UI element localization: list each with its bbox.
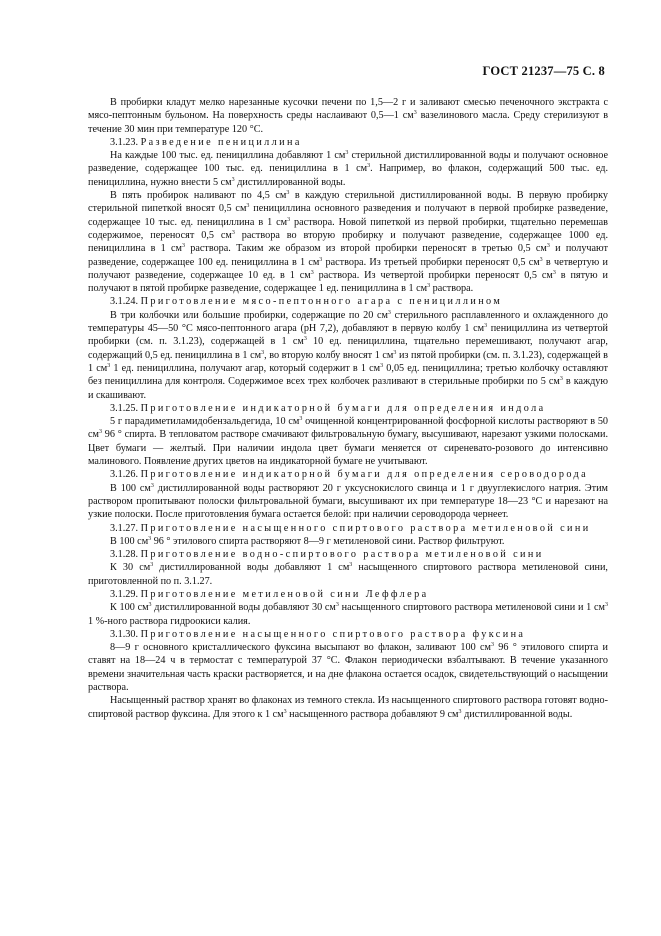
section-heading <box>88 136 608 149</box>
section-heading <box>88 628 608 641</box>
section-title: Разведение пенициллина <box>140 136 302 148</box>
section-number: 3.1.27. <box>110 522 139 534</box>
section-number: 3.1.30. <box>110 628 139 640</box>
section-number: 3.1.25. <box>110 402 139 414</box>
section-number: 3.1.28. <box>110 549 139 561</box>
paragraph: Насыщенный раствор хранят во флаконах из темного стекла. Из насыщенного спиртового раствора готовят водно-спиртовой раствор фуксина. Для этого к 1 $см^3$ насыщенного раствора добавляют 9 $см^3$ дистиллированной воды. <box>88 695 608 720</box>
section-title: Приготовление индикаторной бумаги для определения индола <box>140 402 546 414</box>
document-body <box>88 96 608 721</box>
page-header: ГОСТ 21237—75 С. 8 <box>482 64 605 78</box>
section-heading <box>88 588 608 601</box>
section-title: Приготовление индикаторной бумаги для определения сероводорода <box>140 469 589 481</box>
section-number: 3.1.26. <box>110 469 139 481</box>
paragraph: В 100 $см^3$ дистиллированной воды растворяют 20 г уксуснокислого свинца и 1 г двууглекислого натрия. Этим раствором пропитывают полоски фильтровальной бумаги, высушивают их при температуре 18—23 °С и нарезают на узкие полоски. После приготовления бумага остается белой: при наличии сероводорода чернеет. <box>88 482 608 521</box>
section-title: Приготовление мясо-пептонного агара с пенициллином <box>140 296 503 308</box>
section-heading <box>88 522 608 535</box>
section-heading <box>88 402 608 415</box>
section-heading <box>88 468 608 481</box>
section-number: 3.1.23. <box>110 136 139 148</box>
section-number: 3.1.29. <box>110 588 139 600</box>
paragraph: 8—9 г основного кристаллического фуксина высыпают во флакон, заливают 100 $см^3$ 96 ° этилового спирта и ставят на 18—24 ч в термостат с температурой 37 °С. Флакон периодически взбалтывают. В течение указанного времени значительная часть краски растворяется, и на дне флакона остается осадок, свидетельствующий о насыщении раствора. <box>88 642 608 694</box>
section-heading <box>88 295 608 308</box>
paragraph: 5 г парадиметиламидобензальдегида, 10 $см^3$ очищенной концентрированной фосфорной кислоты растворяют в 50 $см^3$ 96 ° спирта. В тепловатом растворе смачивают фильтровальную бумагу, высушивают, нарезают узкими полосками. Цвет бумаги — желтый. При наличии индола цвет бумаги меняется от сиреневато-розового до интенсивно малинового. Появление других цветов на индикаторной бумаге не учитывают. <box>88 416 609 468</box>
paragraph: К 30 $см^3$ дистиллированной воды добавляют 1 $см^3$ насыщенного спиртового раствора метиленовой сини, приготовленной по п. 3.1.27. <box>88 562 608 587</box>
paragraph: К 100 $см^3$ дистиллированной воды добавляют 30 $см^3$ насыщенного спиртового раствора метиленовой сини и 1 $см^3$ 1 %-ного раствора гидроокиси калия. <box>88 602 608 627</box>
section-title: Приготовление насыщенного спиртового раствора метиленовой сини <box>140 522 591 534</box>
paragraph: В пробирки кладут мелко нарезанные кусочки печени по 1,5—2 г и заливают смесью печеночного экстракта с мясо-пептонным бульоном. На поверхность среды наслаивают 0,5—1 $см^3$ вазелинового масла. Среду стерилизуют в течение 30 мин при температуре 120 °С. <box>88 97 609 135</box>
paragraph: В три колбочки или большие пробирки, содержащие по 20 $см^3$ стерильного расплавленного и охлажденного до температуры 45—50 °С мясо-пептонного агара (рН 7,2), добавляют в первую колбу 1 $см^3$ пенициллина из четвертой пробирки (см. п. 3.1.23), содержащей в 1 $см^3$ 10 ед. пенициллина, тщательно перемешивают, получают агар, содержащий 0,5 ед. пенициллина в 1 $см^3$, во вторую колбу вносят 1 $см^3$ из пятой пробирки (см. п. 3.1.23), содержащей в 1 $см^3$ 1 ед. пенициллина, получают агар, который содержит в 1 $см^3$ 0,05 ед. пенициллина; третью колбочку оставляют без пенициллина для контроля. Содержимое всех трех колбочек разливают в стерильные пробирки по 5 $см^3$ в каждую и скашивают. <box>88 309 609 401</box>
section-title: Приготовление метиленовой сини Леффлера <box>140 588 429 600</box>
section-heading <box>88 548 608 561</box>
paragraph: В 100 $см^3$ 96 ° этилового спирта растворяют 8—9 г метиленовой сини. Раствор фильтруют. <box>110 535 505 547</box>
section-number: 3.1.24. <box>110 296 139 308</box>
section-title: Приготовление насыщенного спиртового раствора фуксина <box>140 628 526 640</box>
paragraph: На каждые 100 тыс. ед. пенициллина добавляют 1 $см^3$ стерильной дистиллированной воды и получают основное разведение, содержащее 100 тыс. ед. пенициллина в 1 $см^3$. Например, во флакон, содержащий 500 тыс. ед. пенициллина, нужно внести 5 $см^3$ дистиллированной воды. <box>88 150 608 188</box>
section-title: Приготовление водно-спиртового раствора метиленовой сини <box>140 549 544 561</box>
paragraph: В пять пробирок наливают по 4,5 $см^3$ в каждую стерильной дистиллированной воды. В первую пробирку стерильной пипеткой вносят 0,5 $см^3$ пенициллина основного разведения и получают в первой пробирке разведение, содержащее 10 тыс. ед. пенициллина в 1 $см^3$ раствора. Новой пипеткой из первой пробирки, тщательно перемешав содержимое, переносят 0,5 $см^3$ раствора во вторую пробирку и получают разведение, содержащее 1000 ед. пенициллина в 1 $см^3$ раствора. Таким же образом из второй пробирки переносят в третью 0,5 $см^3$ и получают разведение, содержащее 100 ед. пенициллина в 1 $см^3$ раствора. Из третьей пробирки переносят 0,5 $см^3$ в четвертую и получают разведение, содержащее 10 ед. в 1 $см^3$ раствора. Из четвертой пробирки переносят 0,5 $см^3$ в пятую и получают в пятой пробирке разведение, содержащее 1 ед. пенициллина в 1 $см^3$ раствора. <box>88 190 608 295</box>
